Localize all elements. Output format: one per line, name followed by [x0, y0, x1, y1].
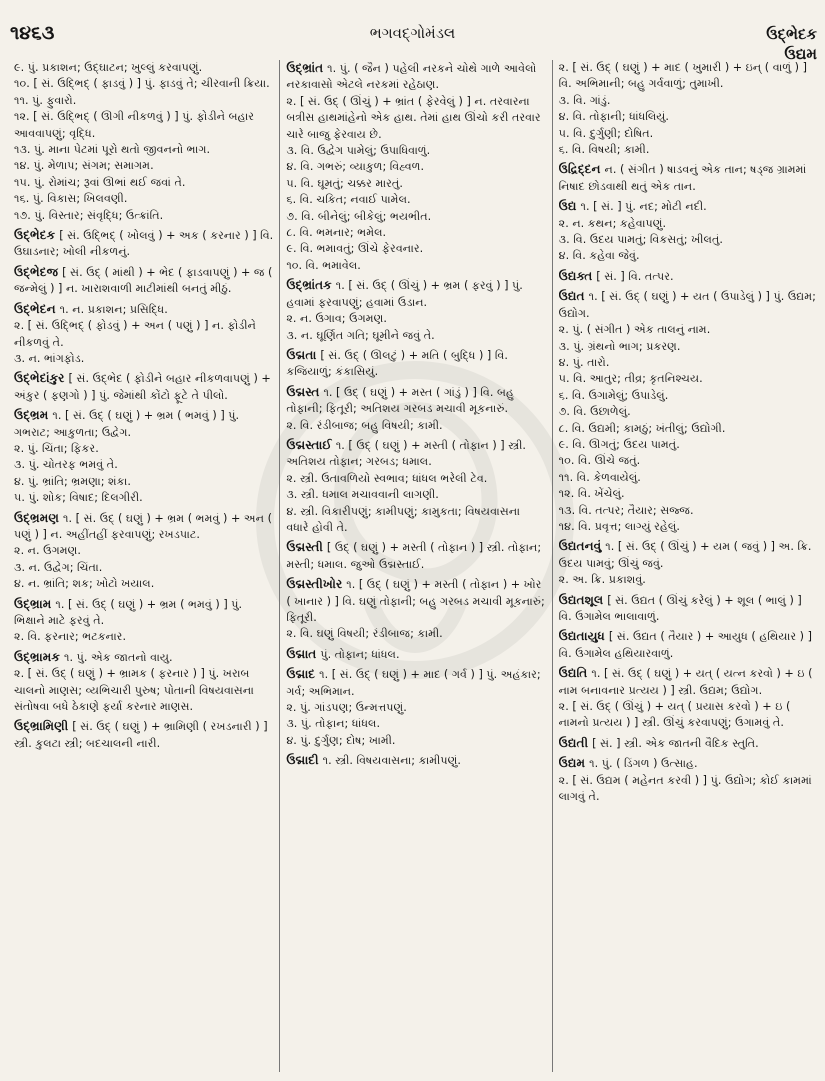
headword: ઉદ્યક્ત [558, 268, 593, 283]
definition-text: ૯. પું. પ્રકાશન; ઉદ્ઘાટન; ખુલ્લું કરવાપણું. [14, 61, 203, 74]
definition-text: ૨. [ સં. ઉદ્ ( ઊંચું ) + યત્ ( પ્રયાસ કરવો ) + ઇ ( નામનો પ્રત્યય ) ] સ્ત્રી. ઊંચું કરવાપણું; ઉગામવું તે. [558, 700, 791, 730]
definition-text: ૧. પું. ( ડિંગળ ) ઉત્સાહ. [589, 757, 698, 771]
definition-text: ૬. વિ. ઉગામેલું; ઉપાડેલું. [558, 388, 669, 402]
dictionary-entry [14, 407, 273, 506]
definition-text: ૨. વિ. ઘણું વિષયી; રંડીબાજ; કામી. [286, 627, 443, 641]
headword: ઉદ્ય [558, 199, 577, 214]
definition-text: ૧૪. પું. મેળાપ; સંગમ; સમાગમ. [14, 159, 154, 173]
headword: ઉદ્યતિ [558, 666, 588, 681]
dictionary-entry [559, 665, 818, 732]
dictionary-entry [14, 649, 273, 716]
definition-text: પું. તોફાન; ધાંધલ. [320, 647, 400, 661]
headword: ઉદ્યતાયુધ [558, 629, 605, 644]
definition-text: ૧. [ સં. ઉદ્ ( ઘણું ) + યત ( ઉપાડેલું ) ] પું. ઉદ્યમ; ઉદ્યોગ. [558, 290, 816, 320]
definition-text: ૨. વિ. રંડીબાજ; બહુ વિષયી; કામી. [286, 418, 443, 432]
definition-text: ૩. ન. ઘૂર્ણિત ગતિ; ઘૂમીને જવું તે. [286, 328, 435, 342]
dictionary-entry [286, 752, 545, 769]
dictionary-entry [14, 596, 273, 646]
definition-text: ૩. ન. ઉદ્વેગ; ચિંતા. [14, 560, 103, 574]
dictionary-entry [559, 288, 818, 535]
definition-text: ૨. [ સં. ઉદ્ ( ઘણું ) + માદ ( ખુમારી ) + ઇન્ ( વાળું ) ] વિ. અભિમાની; બહુ ગર્વવાળું; તુમાખી. [558, 61, 807, 91]
definition-text: ૫. વિ. ઘૂમતું; ચક્કર મારતું. [286, 176, 403, 190]
dictionary-entry [14, 264, 273, 298]
definition-text: ૧. [ ઉદ્ ( ઘણું ) + મસ્ત ( ગાંડું ) ] વિ. બહુ તોફાની; ફિતૂરી; અતિશય ગરબડ મચાવી મૂકનારું. [286, 385, 514, 416]
definition-text: ૧. પું. ( જૈન ) પહેલી નરકને ચોથે ગાળે આવેલો નરકાવાસો એટલે નરકમાં રહેઠાણ. [286, 62, 537, 92]
definition-text: ૮. વિ. ઉદ્યમી; કામઠું; ખંતીલું; ઉદ્યોગી. [558, 421, 726, 435]
definition-text: ૬. વિ. ચકિત; નવાઈ પામેલ. [286, 193, 411, 207]
definition-text: ૨. ન. ઉગાવ; ઉગમણ. [286, 312, 387, 326]
definition-text: ૧૪. વિ. પ્રવૃત્ત; લાગ્યું રહેલું. [558, 519, 680, 533]
headword: ઉદ્યમ [558, 756, 586, 771]
headword: ઉદ્ભ્રામ [14, 596, 52, 611]
definition-text: ૧. ન. પ્રકાશન; પ્રસિદ્ધિ. [59, 302, 168, 316]
definition-text: ૨. વિ. ફરનાર; ભટકનાર. [14, 630, 127, 644]
dictionary-entry [286, 576, 545, 643]
dictionary-entry [559, 538, 818, 588]
dictionary-entry [286, 539, 545, 573]
page-number: ૧૪૬૩ [10, 22, 55, 44]
definition-text: ૩. સ્ત્રી. ધમાલ મચાવવાની લાગણી. [286, 488, 439, 502]
definition-text: ૧. [ સં. ઉદ્ ( ઘણું ) + ભ્રમ ( ભમવું ) + અન ( પણું ) ] ન. અહીંતહીં ફરવાપણું; રખડપાટ. [14, 511, 272, 541]
definition-text: ૪. પું. તારો. [558, 355, 610, 369]
definition-text: ૫. વિ. આતુર; તીવ્ર; કૃતનિશ્ચય. [558, 372, 703, 386]
definition-text: ૨. [ સં. ઉદ્ ( ઘણું ) + ભ્રામક ( ફરનાર ) ] પું. ખરાબ ચાલનો માણસ; વ્યભિચારી પુરુષ; પોતાની વિષયવાસના સંતોષવા બધે ઠેકાણે ફર્યા કરનાર માણસ. [14, 667, 254, 714]
guide-word-first: ઉદ્ભેદક [766, 25, 817, 43]
definition-text: ૧૧. વિ. કેળવાયેલું. [558, 470, 641, 484]
guide-words [766, 24, 817, 64]
headword: ઉદ્ભેદક [14, 228, 56, 243]
headword: ઉદ્યતનવું [558, 539, 602, 554]
definition-text: ૩. પું. તોફાન; ધાંધલ. [286, 717, 381, 731]
dictionary-columns [14, 60, 818, 1072]
definition-text: [ સં. ] વિ. તત્પર. [596, 269, 674, 283]
definition-text: [ સં. ઉદ્ ( ઊલટું ) + મતિ ( બુદ્ધિ ) ] વિ. કજિયાળું; કંકાસિયું. [286, 348, 508, 379]
definition-text: ૧૭. પું. વિસ્તાર; સંવૃદ્ધિ; ઉત્ક્રાંતિ. [14, 208, 164, 222]
dictionary-entry [286, 60, 545, 274]
definition-text: ૨. સ્ત્રી. ઉતાવળિયો સ્વભાવ; ધાંધલ ભરેલી ટેવ. [286, 471, 488, 485]
definition-text: ૫. વિ. દુર્ગુણી; દોષિત. [558, 126, 654, 140]
headword: ઉદ્ભ્રાંતક [286, 278, 332, 293]
definition-text: ૬. વિ. વિષયી; કામી. [558, 143, 650, 157]
headword: ઉદ્ભેદાંકુર [14, 371, 65, 386]
definition-text: ૧. પું. એક જાતનો વાયુ. [63, 650, 173, 664]
dictionary-entry [286, 347, 545, 381]
definition-text: ૩. પું. ચોતરફ ભમવું તે. [14, 458, 118, 472]
definition-text: ૧૦. વિ. ભમાવેલ. [286, 258, 361, 272]
definition-text: ૪. પું. દુર્ગુણ; દોષ; ખામી. [286, 733, 396, 747]
definition-text: ૨. ન. કથન; કહેવાપણું. [558, 216, 667, 230]
definition-text: ૧૬. પું. વિકાસ; ખિલવણી. [14, 192, 128, 206]
definition-text: ૧. [ સં. ઉદ્ ( ઘણું ) + યત્ ( યત્ન કરવો ) + ઇ ( નામ બનાવનાર પ્રત્યય ) ] સ્ત્રી. ઉદ્યમ; ઉદ્યોગ. [558, 667, 813, 697]
definition-text: ૧. [ સં. ઉદ્ ( ઘણું ) + ભ્રમ ( ભમવું ) ] પું. ગભરાટ; આકુળતા; ઉદ્વેગ. [14, 409, 240, 439]
definition-text: ૧. [ ઉદ્ ( ઘણું ) + મસ્તી ( તોફાન ) + ખોર ( ખાનાર ) ] વિ. ઘણું તોફાની; બહુ ગરબડ મચાવી મૂકનારું; ફિતૂરી. [286, 578, 545, 624]
definition-text: [ સં. ] સ્ત્રી. એક જાતની વૈદિક સ્તુતિ. [592, 736, 759, 750]
definition-text: ૨. ન. ઉગમણ. [14, 544, 81, 558]
headword: ઉદ્ભ્રામક [14, 649, 60, 664]
headword: ઉદ્મસ્તીખોર [286, 577, 343, 592]
dictionary-entry [559, 592, 818, 626]
headword: ઉદ્ભ્રાંત [286, 61, 324, 75]
definition-text: ૯. વિ. ઊગતું; ઉદય પામતું. [558, 437, 680, 451]
dictionary-entry [14, 301, 273, 368]
definition-text: ૪. સ્ત્રી. વિકારીપણું; કામીપણું; કામુકતા; વિષયવાસના વધારે હોવી તે. [286, 504, 520, 534]
definition-text: ૧૧. પું. ફુવારો. [14, 93, 77, 107]
definition-text: ૧૦. વિ. ઊંચે જતું. [558, 454, 641, 468]
headword: ઉદ્માત [286, 646, 317, 661]
dictionary-entry [286, 666, 545, 749]
definition-text: ૩. વિ. ઉદ્વેગ પામેલું; ઉપાધિવાળું. [286, 144, 431, 158]
definition-text: ૧. [ સં. ઉદ્ ( ઘણું ) + માદ ( ગર્વ ) ] પું. અહંકાર; ગર્વ; અભિમાન. [286, 668, 541, 698]
column-divider [279, 60, 280, 1072]
definition-text: ૧. સ્ત્રી. વિષયવાસના; કામીપણું. [322, 754, 461, 768]
dictionary-entry [559, 198, 818, 265]
definition-text: ૧. [ ઉદ્ ( ઘણું ) + મસ્તી ( તોફાન ) ] સ્ત્રી. અતિશય તોફાન; ગરબડ; ધમાલ. [286, 438, 526, 469]
definition-text: ૧. [ સં. ] પું. નદ; મોટી નદી. [580, 200, 707, 214]
headword: ઉદ્ભ્રમણ [14, 510, 60, 525]
definition-text: ૨. પું. ચિંતા; ફિકર. [14, 441, 99, 455]
definition-text: ૪. ન. ભ્રાંતિ; શક; ખોટો ખયાલ. [14, 577, 155, 591]
column-divider [552, 60, 553, 1072]
dictionary-entry [14, 510, 273, 593]
dictionary-column-middle [286, 60, 545, 1072]
definition-text: ૫. પું. શોક; વિષાદ; દિલગીરી. [14, 491, 143, 505]
headword: ઉદ્મતા [286, 347, 317, 362]
definition-text: [ સં. ઉદ્ ( ઘણું ) + ભ્રામિણી ( રખડનારી ) ] સ્ત્રી. કુલટા સ્ત્રી; બદચાલની નારી. [14, 720, 268, 750]
definition-text: ૧. [ સં. ઉદ્ ( ઘણું ) + ભ્રમ ( ભમવું ) ] પું. ભિક્ષાને માટે ફરવું તે. [14, 597, 243, 627]
page-title: ભગવદ્ગોમંડલ [369, 24, 456, 42]
definition-text: [ સં. ઉદ્ભિદ્ ( ખોલવું ) + અક ( કરનાર ) ] વિ. ઉઘાડનાર; ખોલી નીકળનું. [14, 229, 274, 259]
headword: ઉદ્ભેદન [14, 301, 56, 316]
definition-text: ૩. પું. ગ્રંથનો ભાગ; પ્રકરણ. [558, 339, 681, 353]
dictionary-entry [559, 60, 818, 158]
headword: ઉદ્માદ [286, 667, 316, 682]
dictionary-entry [14, 718, 273, 752]
headword: ઉદ્મસ્તાઈ [286, 437, 332, 452]
definition-text: ૪. વિ. તોફાની; ધાંધલિયું. [558, 110, 669, 124]
definition-text: ૧૨. [ સં. ઉદ્ભિદ્ ( ઊગી નીકળવું ) ] પું. ફોડીને બહાર આવવાપણું; વૃદ્ધિ. [14, 110, 255, 140]
definition-text: ૮. વિ. ભમનાર; ભમેલ. [286, 226, 387, 240]
definition-text: ૩. વિ. ગાંડું. [558, 93, 611, 107]
definition-text: ૨. અ. ક્રિ. પ્રકાશવું. [558, 573, 646, 587]
definition-text: ન. ( સંગીત ) ષાડવનું એક તાન; ષડ્જ ગ્રામમાં નિષાદ છોડવાથી થતું એક તાન. [558, 163, 807, 193]
definition-text: [ સં. ઉદ્ ( માંથી ) + ભેદ ( ફાડવાપણું ) + જ ( જન્મેલું ) ] ન. ખારાશવાળી માટીમાંથી બનતું મીઠું. [14, 265, 273, 296]
page-header [0, 0, 825, 63]
headword: ઉદ્યતી [558, 735, 589, 750]
headword: ઉદ્માદી [286, 753, 319, 768]
dictionary-entry [14, 370, 273, 404]
definition-text: [ સં. ઉદ્ભેદ ( ફોડીને બહાર નીકળવાપણું ) + અંકુર ( ફણગો ) ] પું. જેમાંથી કોંટો ફૂટે તે પીલો. [14, 372, 271, 402]
definition-text: ૪. વિ. ગભરું; વ્યાકુળ; વિહ્વળ. [286, 160, 425, 174]
definition-text: ૧૦. [ સં. ઉદ્ભિદ્ ( ફાડવું ) ] પું. ફાડવું તે; ચીરવાની ક્રિયા. [14, 77, 270, 91]
definition-text: ૪. પું. ભ્રાંતિ; ભ્રમણા; શંકા. [14, 474, 131, 488]
headword: ઉદ્યતશૂલ [558, 592, 604, 607]
definition-text: [ ઉદ્ ( ઘણું ) + મસ્તી ( તોફાન ) ] સ્ત્રી. તોફાન; મસ્તી; ધમાલ. જુઓ ઉદ્મસ્તાઈ. [286, 541, 542, 571]
definition-text: ૨. પું. ગાંડપણ; ઉન્મત્તપણું. [286, 701, 407, 715]
definition-text: ૨. [ સં. ઉદ્ભિદ્ ( ફોડવું ) + અન ( પણું ) ] ન. ફોડીને નીકળવું તે. [14, 319, 256, 349]
definition-text: ૧૨. વિ. ખેંચેલું. [558, 487, 625, 501]
headword: ઉદ્ભેદજ [14, 264, 59, 279]
definition-text: ૭. વિ. બીનેલું; બીકેલું; ભયભીત. [286, 209, 432, 223]
dictionary-entry [286, 437, 545, 536]
dictionary-entry [559, 755, 818, 805]
dictionary-entry [14, 60, 273, 224]
guide-word-last: ઉદ્યમ [784, 45, 817, 63]
definition-text: ૪. વિ. કહેવા જેવું. [558, 249, 640, 263]
dictionary-entry [559, 628, 818, 662]
dictionary-entry [286, 277, 545, 344]
dictionary-entry [286, 384, 545, 434]
definition-text: ૧૩. વિ. તત્પર; તૈયાર; સજ્જ. [558, 503, 694, 517]
definition-text: ૩. ન. ભાંગફોડ. [14, 351, 85, 365]
headword: ઉદ્યત [558, 289, 585, 304]
definition-text: ૭. વિ. ઉછાળેલું. [558, 405, 631, 419]
headword: ઉદ્ભ્રામિણી [14, 719, 69, 734]
dictionary-entry [286, 646, 545, 663]
definition-text: ૧૩. પું. માના પેટમાં પૂરો થતો જીવનનો ભાગ. [14, 143, 211, 157]
definition-text: ૨. [ સં. ઉદ્યમ ( મહેનત કરવી ) ] પું. ઉદ્યોગ; કોઈ કામમાં લાગવું તે. [558, 773, 812, 804]
headword: ઉદ્રિદ્દન [558, 162, 601, 177]
definition-text: ૨. [ સં. ઉદ્ ( ઊંચું ) + ભ્રાંત ( ફેરવેલું ) ] ન. તરવારના બત્રીસ હાથમાંહેનો એક હાથ. તેમાં હાથ ઊંચો કરી તરવાર ચારે બાજુ ફેરવાય છે. [286, 94, 541, 141]
dictionary-entry [559, 735, 818, 752]
dictionary-column-right [559, 60, 818, 1072]
dictionary-entry [559, 161, 818, 195]
definition-text: ૧. [ સં. ઉદ્ ( ઊંચું ) + ભ્રમ ( ફરવું ) ] પું. હવામાં ફરવાપણું; હવામાં ઉડાન. [286, 279, 523, 309]
definition-text: ૧૫. પું. રોમાંચ; રૂવાં ઊભાં થઈ જવાં તે. [14, 175, 186, 189]
definition-text: ૨. પું. ( સંગીત ) એક તાલનું નામ. [558, 323, 711, 337]
definition-text: [ સં. ઉદ્યત ( ઊંચું કરેલું ) + શૂલ ( ભાલું ) ] વિ. ઉગામેલ ભાલાવાળું. [558, 593, 802, 623]
headword: ઉદ્મસ્ત [286, 384, 320, 399]
headword: ઉદ્મસ્તી [286, 540, 323, 555]
dictionary-entry [559, 268, 818, 285]
dictionary-entry [14, 227, 273, 261]
definition-text: ૩. વિ. ઉદય પામતું; વિકસતું; ખીલતું. [558, 233, 723, 247]
dictionary-column-left [14, 60, 273, 1072]
definition-text: ૧. [ સં. ઉદ્ ( ઊંચું ) + યમ ( જવું ) ] અ. ક્રિ. ઉદય પામવું; ઊંચું જવું. [558, 540, 812, 570]
headword: ઉદ્ભ્રમ [14, 408, 49, 423]
definition-text: [ સં. ઉદ્યત ( તૈયાર ) + આયુધ ( હથિયાર ) ] વિ. ઉગામેલ હથિયારવાળું. [558, 630, 812, 660]
definition-text: ૯. વિ. ભમાવતું; ઊંચે ફેરવનાર. [286, 242, 424, 256]
